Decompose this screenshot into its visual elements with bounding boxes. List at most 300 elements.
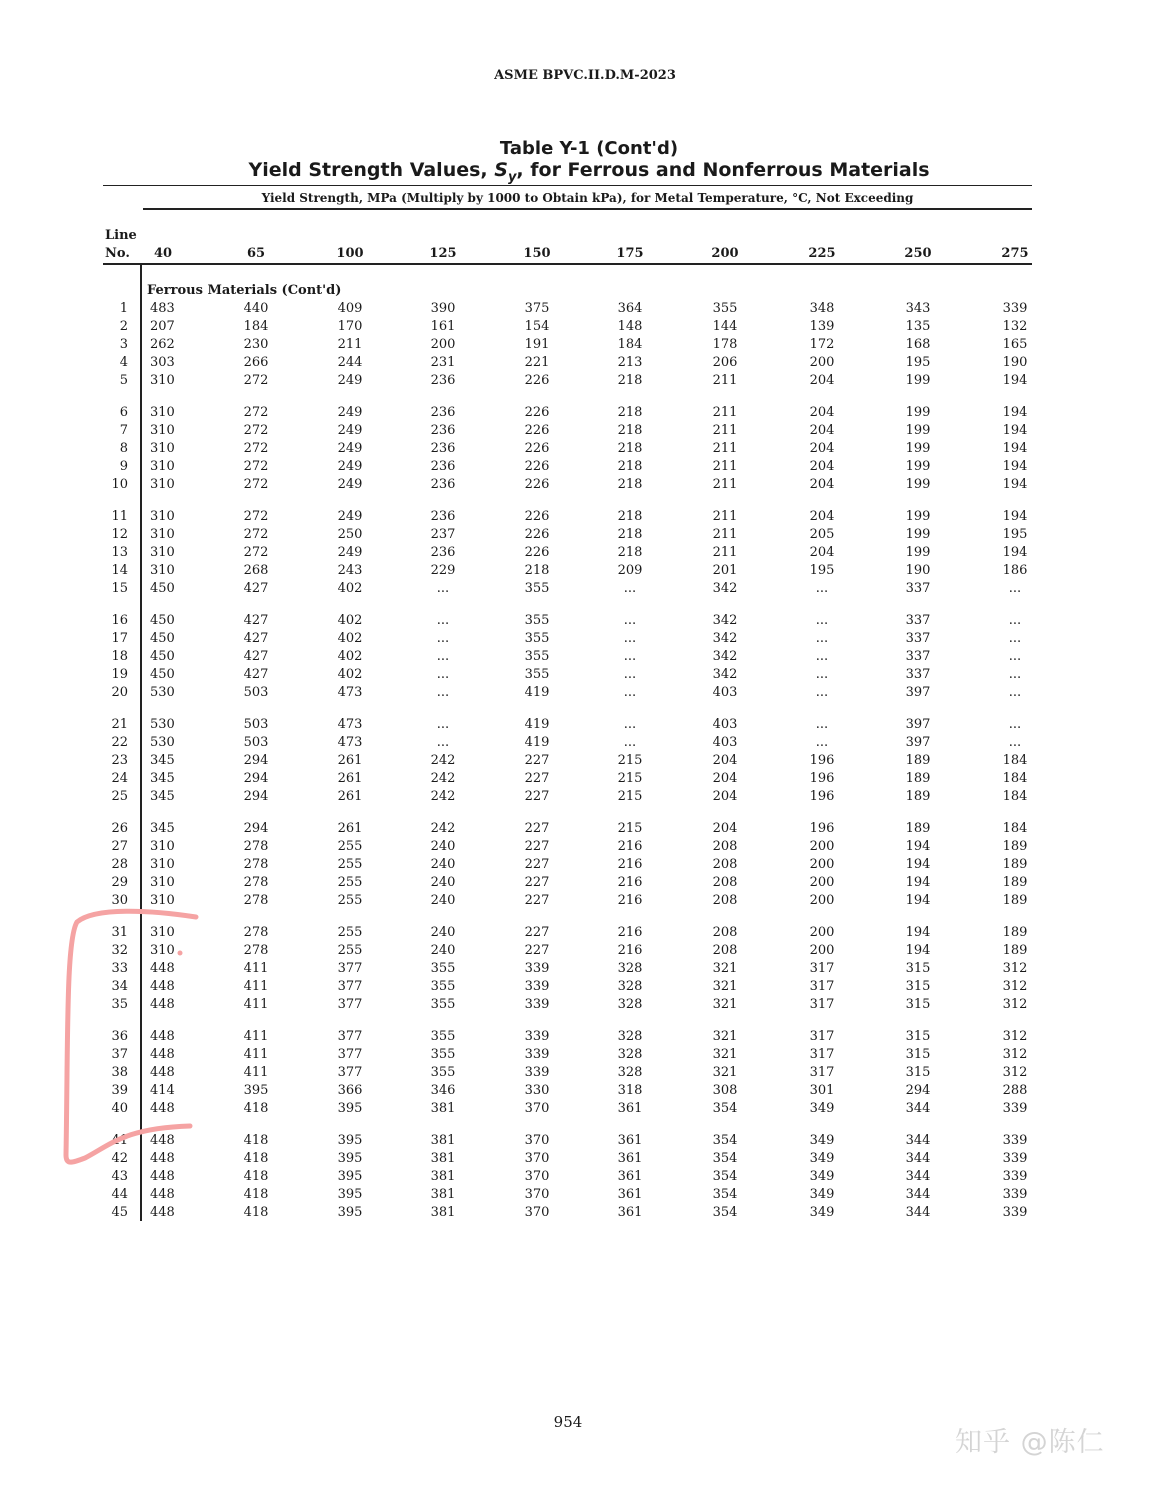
cell-150: 226 xyxy=(524,405,550,420)
line-number: 3 xyxy=(119,337,128,353)
cell-200: 204 xyxy=(712,789,738,805)
cell-200: 208 xyxy=(712,925,738,940)
cell-275: 184 xyxy=(1002,789,1028,805)
cell-275: ... xyxy=(1008,667,1022,683)
cell-125: 236 xyxy=(430,509,456,524)
cell-225: ... xyxy=(815,667,829,683)
column-header-40: 40 xyxy=(154,246,173,261)
cell-250: 194 xyxy=(905,857,931,873)
cell-175: 364 xyxy=(617,301,643,316)
line-number: 35 xyxy=(111,997,128,1013)
cell-225: 196 xyxy=(809,821,835,836)
cell-175: ... xyxy=(623,613,637,628)
cell-200: 354 xyxy=(712,1101,738,1117)
cell-225: 301 xyxy=(809,1083,835,1099)
cell-125: 346 xyxy=(430,1083,456,1099)
line-number: 24 xyxy=(111,771,128,787)
cell-250: 397 xyxy=(905,735,931,751)
cell-275: 190 xyxy=(1002,355,1028,371)
cell-100: 402 xyxy=(337,649,363,665)
cell-175: 216 xyxy=(617,857,643,873)
cell-100: 473 xyxy=(337,735,363,751)
cell-225: 317 xyxy=(809,1065,835,1081)
cell-125: 381 xyxy=(430,1205,456,1221)
cell-65: 230 xyxy=(243,337,269,353)
cell-275: 189 xyxy=(1002,839,1028,855)
cell-225: 200 xyxy=(809,839,835,855)
cell-40: 448 xyxy=(150,997,175,1013)
cell-40: 310 xyxy=(150,925,175,940)
cell-125: 242 xyxy=(430,753,456,769)
cell-65: 411 xyxy=(243,1047,269,1063)
cell-200: 211 xyxy=(712,373,738,389)
line-number: 34 xyxy=(111,979,128,995)
cell-65: 272 xyxy=(243,527,269,543)
cell-200: 211 xyxy=(712,405,738,420)
cell-150: 226 xyxy=(524,373,550,389)
cell-100: 377 xyxy=(337,1029,363,1044)
line-number: 42 xyxy=(111,1151,128,1167)
cell-40: 450 xyxy=(150,631,175,647)
cell-65: 427 xyxy=(243,667,269,683)
cell-40: 310 xyxy=(150,943,175,959)
cell-150: 355 xyxy=(524,649,550,665)
cell-65: 503 xyxy=(243,685,269,701)
cell-100: 473 xyxy=(337,685,363,701)
cell-250: 315 xyxy=(905,1065,931,1081)
cell-125: ... xyxy=(436,613,450,628)
cell-275: ... xyxy=(1008,631,1022,647)
cell-65: 266 xyxy=(243,355,269,371)
cell-175: 328 xyxy=(617,997,643,1013)
cell-40: 530 xyxy=(150,735,175,751)
cell-250: 190 xyxy=(905,563,931,579)
cell-100: 402 xyxy=(337,581,363,597)
cell-65: 294 xyxy=(243,821,269,836)
cell-200: 308 xyxy=(712,1083,738,1099)
cell-200: 321 xyxy=(712,961,738,977)
cell-250: 135 xyxy=(905,319,931,335)
cell-250: 315 xyxy=(905,997,931,1013)
cell-65: 427 xyxy=(243,649,269,665)
cell-100: 261 xyxy=(337,821,363,836)
cell-125: 200 xyxy=(430,337,456,353)
cell-225: 196 xyxy=(809,753,835,769)
cell-225: 204 xyxy=(809,423,835,439)
cell-275: 312 xyxy=(1002,997,1028,1013)
cell-100: 377 xyxy=(337,1047,363,1063)
cell-175: 328 xyxy=(617,979,643,995)
section-label: Ferrous Materials (Cont'd) xyxy=(147,283,342,298)
cell-65: 272 xyxy=(243,441,269,457)
cell-100: 395 xyxy=(337,1169,363,1185)
cell-175: 361 xyxy=(617,1205,643,1221)
line-number: 12 xyxy=(111,527,128,543)
cell-225: 196 xyxy=(809,789,835,805)
cell-100: 255 xyxy=(337,893,363,909)
watermark: 知乎 @陈仁 xyxy=(955,1427,1105,1458)
line-number: 26 xyxy=(111,821,128,836)
cell-65: 278 xyxy=(243,875,269,891)
cell-40: 530 xyxy=(150,685,175,701)
cell-250: 315 xyxy=(905,979,931,995)
cell-125: 240 xyxy=(430,857,456,873)
cell-250: 315 xyxy=(905,1047,931,1063)
cell-100: 243 xyxy=(337,563,363,579)
cell-100: 255 xyxy=(337,839,363,855)
cell-275: 184 xyxy=(1002,821,1028,836)
cell-150: 226 xyxy=(524,459,550,475)
cell-40: 345 xyxy=(150,821,175,836)
cell-40: 448 xyxy=(150,1047,175,1063)
cell-250: 199 xyxy=(905,405,931,420)
cell-150: 226 xyxy=(524,423,550,439)
cell-150: 339 xyxy=(524,1029,550,1044)
cell-225: 200 xyxy=(809,925,835,940)
cell-225: 349 xyxy=(809,1151,835,1167)
column-header-175: 175 xyxy=(616,246,644,261)
cell-250: 199 xyxy=(905,423,931,439)
cell-150: 226 xyxy=(524,441,550,457)
cell-65: 272 xyxy=(243,405,269,420)
cell-100: 261 xyxy=(337,753,363,769)
cell-150: 419 xyxy=(524,735,550,751)
cell-275: 288 xyxy=(1002,1083,1028,1099)
cell-200: 201 xyxy=(712,563,738,579)
cell-225: 200 xyxy=(809,875,835,891)
cell-150: 227 xyxy=(524,857,550,873)
cell-40: 448 xyxy=(150,1169,175,1185)
cell-250: 199 xyxy=(905,477,931,493)
cell-250: 315 xyxy=(905,1029,931,1044)
line-number: 37 xyxy=(111,1047,128,1063)
cell-225: 172 xyxy=(809,337,835,353)
cell-250: 397 xyxy=(905,717,931,732)
cell-275: ... xyxy=(1008,581,1022,597)
cell-250: 337 xyxy=(905,649,931,665)
cell-275: 339 xyxy=(1002,301,1028,316)
cell-40: 310 xyxy=(150,509,175,524)
cell-250: 194 xyxy=(905,925,931,940)
cell-150: 227 xyxy=(524,943,550,959)
cell-225: 317 xyxy=(809,997,835,1013)
cell-175: 148 xyxy=(617,319,643,335)
cell-65: 411 xyxy=(243,1065,269,1081)
cell-175: 215 xyxy=(617,771,643,787)
line-number: 20 xyxy=(111,685,128,701)
cell-40: 450 xyxy=(150,581,175,597)
cell-275: 194 xyxy=(1002,405,1028,420)
cell-275: 184 xyxy=(1002,753,1028,769)
cell-250: 337 xyxy=(905,667,931,683)
cell-65: 278 xyxy=(243,943,269,959)
line-number: 9 xyxy=(119,459,128,475)
cell-100: 377 xyxy=(337,1065,363,1081)
cell-65: 272 xyxy=(243,545,269,561)
cell-40: 310 xyxy=(150,405,175,420)
cell-125: 381 xyxy=(430,1169,456,1185)
cell-100: 249 xyxy=(337,477,363,493)
cell-250: 344 xyxy=(905,1205,931,1221)
cell-150: 227 xyxy=(524,771,550,787)
cell-175: 218 xyxy=(617,423,643,439)
cell-250: 194 xyxy=(905,839,931,855)
column-header-250: 250 xyxy=(904,246,932,261)
cell-125: 236 xyxy=(430,373,456,389)
cell-175: 213 xyxy=(617,355,643,371)
cell-250: 199 xyxy=(905,441,931,457)
cell-275: 339 xyxy=(1002,1101,1028,1117)
cell-65: 411 xyxy=(243,961,269,977)
cell-150: 218 xyxy=(524,563,550,579)
cell-40: 483 xyxy=(150,301,175,316)
cell-200: 321 xyxy=(712,979,738,995)
cell-40: 310 xyxy=(150,441,175,457)
cell-225: 200 xyxy=(809,943,835,959)
cell-125: ... xyxy=(436,685,450,701)
line-label-top: Line xyxy=(105,228,137,243)
cell-150: 355 xyxy=(524,581,550,597)
cell-125: 242 xyxy=(430,789,456,805)
cell-200: 354 xyxy=(712,1151,738,1167)
cell-65: 427 xyxy=(243,613,269,628)
cell-150: 227 xyxy=(524,893,550,909)
cell-175: 216 xyxy=(617,875,643,891)
cell-250: 168 xyxy=(905,337,931,353)
cell-40: 448 xyxy=(150,1187,175,1203)
cell-150: 419 xyxy=(524,717,550,732)
cell-125: 355 xyxy=(430,961,456,977)
cell-150: 154 xyxy=(524,319,550,335)
cell-125: ... xyxy=(436,735,450,751)
subtitle-pre: Yield Strength Values, xyxy=(248,159,495,181)
line-number: 45 xyxy=(111,1205,128,1221)
cell-275: 312 xyxy=(1002,1065,1028,1081)
line-number: 17 xyxy=(111,631,128,647)
cell-200: 211 xyxy=(712,509,738,524)
cell-250: 189 xyxy=(905,789,931,805)
cell-175: 215 xyxy=(617,821,643,836)
line-number: 14 xyxy=(111,563,128,579)
cell-175: 218 xyxy=(617,459,643,475)
cell-225: 349 xyxy=(809,1187,835,1203)
cell-175: 218 xyxy=(617,545,643,561)
line-number: 6 xyxy=(119,405,128,420)
cell-40: 448 xyxy=(150,1101,175,1117)
cell-150: 226 xyxy=(524,509,550,524)
cell-100: 377 xyxy=(337,961,363,977)
cell-65: 272 xyxy=(243,477,269,493)
cell-125: 237 xyxy=(430,527,456,543)
cell-225: 204 xyxy=(809,373,835,389)
cell-275: 312 xyxy=(1002,961,1028,977)
cell-200: 178 xyxy=(712,337,738,353)
cell-65: 440 xyxy=(243,301,269,316)
cell-275: 312 xyxy=(1002,1047,1028,1063)
cell-150: 370 xyxy=(524,1101,550,1117)
cell-200: 204 xyxy=(712,771,738,787)
cell-100: 377 xyxy=(337,997,363,1013)
cell-175: 328 xyxy=(617,961,643,977)
cell-65: 418 xyxy=(243,1187,269,1203)
cell-250: 189 xyxy=(905,771,931,787)
cell-175: ... xyxy=(623,717,637,732)
cell-200: 403 xyxy=(712,685,738,701)
line-number: 15 xyxy=(111,581,128,597)
cell-150: 339 xyxy=(524,979,550,995)
cell-175: 184 xyxy=(617,337,643,353)
cell-225: 348 xyxy=(809,301,835,316)
cell-100: 402 xyxy=(337,667,363,683)
cell-125: 240 xyxy=(430,925,456,940)
cell-275: ... xyxy=(1008,717,1022,732)
cell-250: 194 xyxy=(905,893,931,909)
cell-125: 381 xyxy=(430,1187,456,1203)
cell-175: 361 xyxy=(617,1169,643,1185)
line-number: 23 xyxy=(111,753,128,769)
cell-150: 419 xyxy=(524,685,550,701)
cell-150: 227 xyxy=(524,875,550,891)
cell-100: 366 xyxy=(337,1083,363,1099)
cell-125: 355 xyxy=(430,979,456,995)
cell-125: 381 xyxy=(430,1151,456,1167)
cell-225: 200 xyxy=(809,355,835,371)
cell-150: 370 xyxy=(524,1187,550,1203)
cell-100: 261 xyxy=(337,771,363,787)
cell-225: ... xyxy=(815,631,829,647)
cell-65: 272 xyxy=(243,509,269,524)
cell-65: 184 xyxy=(243,319,269,335)
cell-150: 370 xyxy=(524,1133,550,1148)
cell-100: 255 xyxy=(337,875,363,891)
cell-175: ... xyxy=(623,581,637,597)
column-header-275: 275 xyxy=(1001,246,1029,261)
cell-40: 448 xyxy=(150,1029,175,1044)
cell-275: 339 xyxy=(1002,1187,1028,1203)
cell-125: 229 xyxy=(430,563,456,579)
line-number: 28 xyxy=(111,857,128,873)
line-number: 4 xyxy=(119,355,128,371)
cell-200: 342 xyxy=(712,581,738,597)
cell-225: ... xyxy=(815,649,829,665)
cell-175: ... xyxy=(623,631,637,647)
cell-125: 236 xyxy=(430,405,456,420)
cell-275: 194 xyxy=(1002,477,1028,493)
cell-200: 208 xyxy=(712,943,738,959)
cell-65: 294 xyxy=(243,789,269,805)
cell-40: 310 xyxy=(150,423,175,439)
cell-175: 218 xyxy=(617,441,643,457)
cell-225: 349 xyxy=(809,1169,835,1185)
cell-225: 317 xyxy=(809,1047,835,1063)
cell-275: 189 xyxy=(1002,943,1028,959)
subtitle-symbol: S xyxy=(494,159,508,181)
line-label-bottom: No. xyxy=(105,246,130,261)
cell-225: 204 xyxy=(809,509,835,524)
cell-40: 345 xyxy=(150,771,175,787)
cell-65: 294 xyxy=(243,771,269,787)
cell-175: 216 xyxy=(617,893,643,909)
cell-200: 208 xyxy=(712,875,738,891)
cell-250: 199 xyxy=(905,527,931,543)
cell-40: 448 xyxy=(150,1151,175,1167)
cell-200: 342 xyxy=(712,649,738,665)
cell-175: 361 xyxy=(617,1133,643,1148)
cell-40: 414 xyxy=(150,1083,175,1099)
cell-275: 339 xyxy=(1002,1205,1028,1221)
cell-250: 189 xyxy=(905,753,931,769)
line-number: 33 xyxy=(111,961,128,977)
cell-175: ... xyxy=(623,735,637,751)
cell-275: 189 xyxy=(1002,893,1028,909)
cell-125: ... xyxy=(436,649,450,665)
cell-100: 249 xyxy=(337,545,363,561)
cell-65: 503 xyxy=(243,735,269,751)
cell-150: 226 xyxy=(524,545,550,561)
cell-225: 195 xyxy=(809,563,835,579)
cell-100: 170 xyxy=(337,319,363,335)
line-number: 31 xyxy=(111,925,128,940)
cell-200: 211 xyxy=(712,527,738,543)
line-number: 30 xyxy=(111,893,128,909)
line-number: 21 xyxy=(111,717,128,732)
cell-125: 236 xyxy=(430,423,456,439)
cell-275: 339 xyxy=(1002,1169,1028,1185)
cell-275: 339 xyxy=(1002,1151,1028,1167)
cell-225: 349 xyxy=(809,1133,835,1148)
cell-225: ... xyxy=(815,717,829,732)
line-number: 1 xyxy=(119,301,128,316)
cell-150: 226 xyxy=(524,477,550,493)
cell-125: 236 xyxy=(430,545,456,561)
cell-100: 377 xyxy=(337,979,363,995)
cell-150: 227 xyxy=(524,789,550,805)
cell-175: 218 xyxy=(617,477,643,493)
cell-125: 231 xyxy=(430,355,456,371)
cell-200: 403 xyxy=(712,717,738,732)
cell-200: 321 xyxy=(712,1047,738,1063)
line-number: 19 xyxy=(111,667,128,683)
cell-100: 249 xyxy=(337,459,363,475)
cell-200: 342 xyxy=(712,613,738,628)
cell-40: 310 xyxy=(150,545,175,561)
cell-125: 236 xyxy=(430,441,456,457)
cell-250: 344 xyxy=(905,1101,931,1117)
cell-65: 294 xyxy=(243,753,269,769)
cell-275: ... xyxy=(1008,649,1022,665)
cell-65: 272 xyxy=(243,373,269,389)
cell-100: 249 xyxy=(337,405,363,420)
cell-100: 395 xyxy=(337,1205,363,1221)
cell-125: 390 xyxy=(430,301,456,316)
column-header-150: 150 xyxy=(523,246,551,261)
cell-200: 354 xyxy=(712,1169,738,1185)
cell-100: 249 xyxy=(337,509,363,524)
cell-125: 355 xyxy=(430,1047,456,1063)
cell-225: 204 xyxy=(809,459,835,475)
cell-125: 161 xyxy=(430,319,456,335)
column-header-200: 200 xyxy=(711,246,739,261)
cell-200: 211 xyxy=(712,545,738,561)
cell-40: 310 xyxy=(150,459,175,475)
cell-200: 208 xyxy=(712,857,738,873)
cell-100: 255 xyxy=(337,943,363,959)
cell-150: 191 xyxy=(524,337,550,353)
line-number: 5 xyxy=(119,373,128,389)
line-number: 18 xyxy=(111,649,128,665)
line-number: 8 xyxy=(119,441,128,457)
cell-225: 204 xyxy=(809,477,835,493)
